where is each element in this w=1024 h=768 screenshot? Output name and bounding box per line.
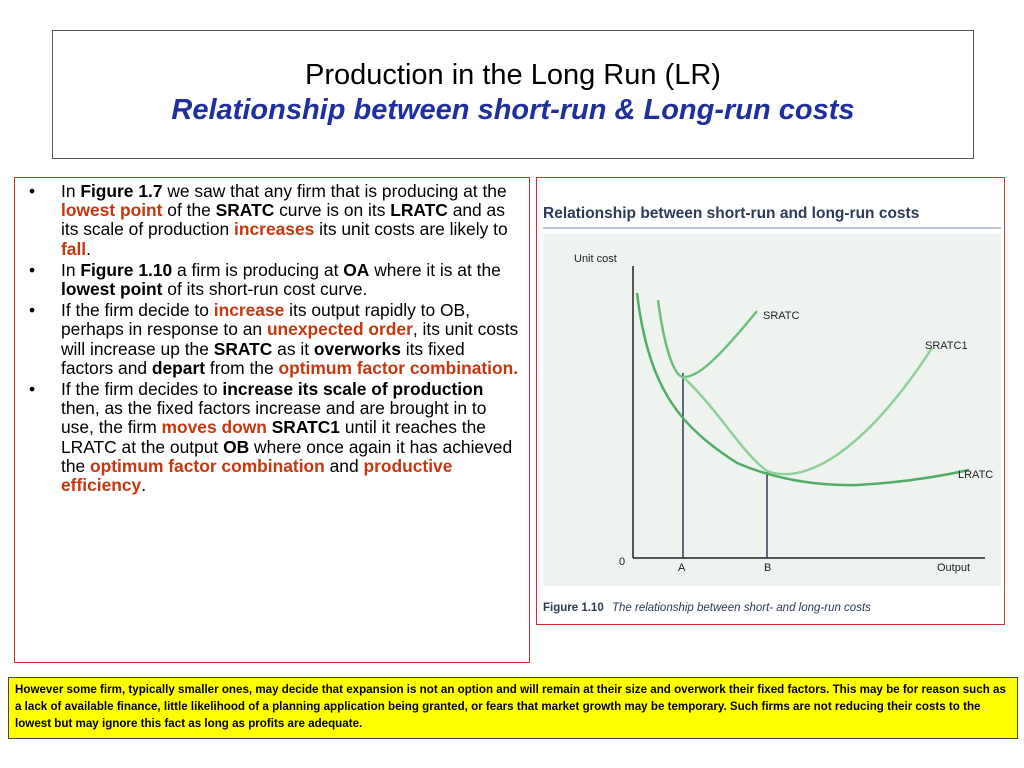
bullet-marker: • bbox=[29, 300, 36, 321]
bullet-run: Figure 1.10 bbox=[80, 259, 173, 280]
bullet-text bbox=[61, 261, 521, 299]
bullet-marker: • bbox=[29, 379, 36, 400]
bullet-run: and bbox=[324, 455, 364, 476]
bullet-run: increase its scale of production bbox=[222, 379, 484, 400]
note-callout bbox=[8, 677, 1018, 739]
bullet-run: In bbox=[61, 259, 81, 280]
bullet-run: where once again it has achieved the bbox=[61, 436, 513, 476]
bullet-run: as it bbox=[272, 338, 314, 359]
bullet-run: . bbox=[86, 238, 91, 259]
point-a-label: A bbox=[678, 562, 686, 574]
figure-panel bbox=[536, 177, 1005, 625]
bullet-run: we saw that any firm that is producing at the bbox=[162, 181, 507, 201]
bullet-list bbox=[14, 177, 530, 663]
bullet-run: and as its scale of production bbox=[61, 200, 505, 240]
bullet-run: lowest point bbox=[61, 279, 163, 300]
figure-heading: Relationship between short-run and long-run costs bbox=[543, 205, 920, 222]
bullet-run: OB bbox=[223, 436, 250, 457]
bullet-marker: • bbox=[29, 181, 36, 201]
bullet-run: moves down bbox=[161, 417, 267, 438]
bullet-text bbox=[61, 380, 521, 495]
bullet-run: SRATC1 bbox=[271, 417, 340, 438]
bullet-run: from the bbox=[205, 357, 279, 378]
bullet-run: its unit costs are likely to bbox=[314, 219, 508, 240]
bullet-run: productive efficiency bbox=[61, 455, 453, 496]
bullet-marker: • bbox=[29, 259, 36, 280]
bullet-run: where it is at the bbox=[369, 259, 501, 280]
bullet-text bbox=[61, 182, 521, 259]
bullet-run: lowest point bbox=[61, 200, 163, 221]
bullet-run: SRATC bbox=[215, 200, 275, 221]
bullet-run: optimum factor combination. bbox=[278, 357, 519, 378]
lratc-label: LRATC bbox=[958, 469, 994, 481]
bullet-run: depart bbox=[151, 357, 206, 378]
bullet-run: OA bbox=[343, 259, 370, 280]
origin-label: 0 bbox=[619, 556, 626, 568]
bullet-run: SRATC bbox=[213, 338, 273, 359]
sratc1-label: SRATC1 bbox=[925, 340, 968, 352]
bullet-run: LRATC bbox=[390, 200, 448, 221]
bullet-run: its fixed factors and bbox=[61, 338, 465, 378]
title-box bbox=[52, 30, 974, 159]
bullet-item bbox=[23, 182, 521, 259]
y-axis-label: Unit cost bbox=[574, 253, 617, 265]
sratc-label: SRATC bbox=[763, 310, 800, 322]
bullet-run: . bbox=[141, 475, 147, 496]
figure-caption-text: The relationship between short- and long-run costs bbox=[612, 602, 871, 614]
bullet-run: If the firm decides to bbox=[61, 379, 223, 400]
bullet-run: fall bbox=[61, 238, 87, 259]
bullet-run: increase bbox=[213, 300, 285, 321]
bullet-run: curve is on its bbox=[274, 200, 391, 221]
bullet-item bbox=[23, 301, 521, 378]
page-subtitle: Relationship between short-run & Long-run costs bbox=[171, 94, 855, 126]
bullet-run: of the bbox=[162, 200, 216, 221]
bullet-run: of its short-run cost curve. bbox=[162, 279, 368, 300]
bullet-run: a firm is producing at bbox=[172, 259, 344, 280]
bullet-run: , its unit costs will increase up the bbox=[61, 319, 519, 359]
bullet-run: In bbox=[61, 181, 81, 201]
bullet-item bbox=[23, 380, 521, 495]
bullet-run: If the firm decide to bbox=[61, 300, 214, 321]
page-title: Production in the Long Run (LR) bbox=[305, 59, 721, 91]
bullet-run: overworks bbox=[313, 338, 401, 359]
bullet-run: until it reaches the LRATC at the output bbox=[61, 417, 486, 457]
bullet-run: unexpected order bbox=[266, 319, 413, 340]
figure-page-tint bbox=[543, 234, 1001, 586]
bullet-run: then, as the fixed factors increase and are brought in to use, the firm bbox=[61, 398, 487, 438]
x-axis-label: Output bbox=[937, 562, 971, 574]
note-text: However some firm, typically smaller ones, may decide that expansion is not an option and will remain at their size and overwork their fixed factors. This may be for reason such as a lack of available finance, little likelihood of a planning application being granted, or fears that market growth may be temporary. Such firms are not reducing their costs to the lowest but may ignore this fact as long as profits are adequate. bbox=[15, 683, 1006, 730]
bullet-item bbox=[23, 261, 521, 299]
bullet-run: optimum factor combination bbox=[90, 455, 325, 476]
cost-curves-diagram bbox=[537, 178, 1005, 625]
bullet-text bbox=[61, 301, 521, 378]
bullet-run: Figure 1.7 bbox=[80, 181, 163, 201]
bullet-run: its output rapidly to OB, perhaps in response to an bbox=[61, 300, 470, 340]
bullet-run: increases bbox=[234, 219, 315, 240]
figure-caption-number: Figure 1.10 bbox=[543, 602, 604, 614]
point-b-label: B bbox=[764, 562, 772, 574]
